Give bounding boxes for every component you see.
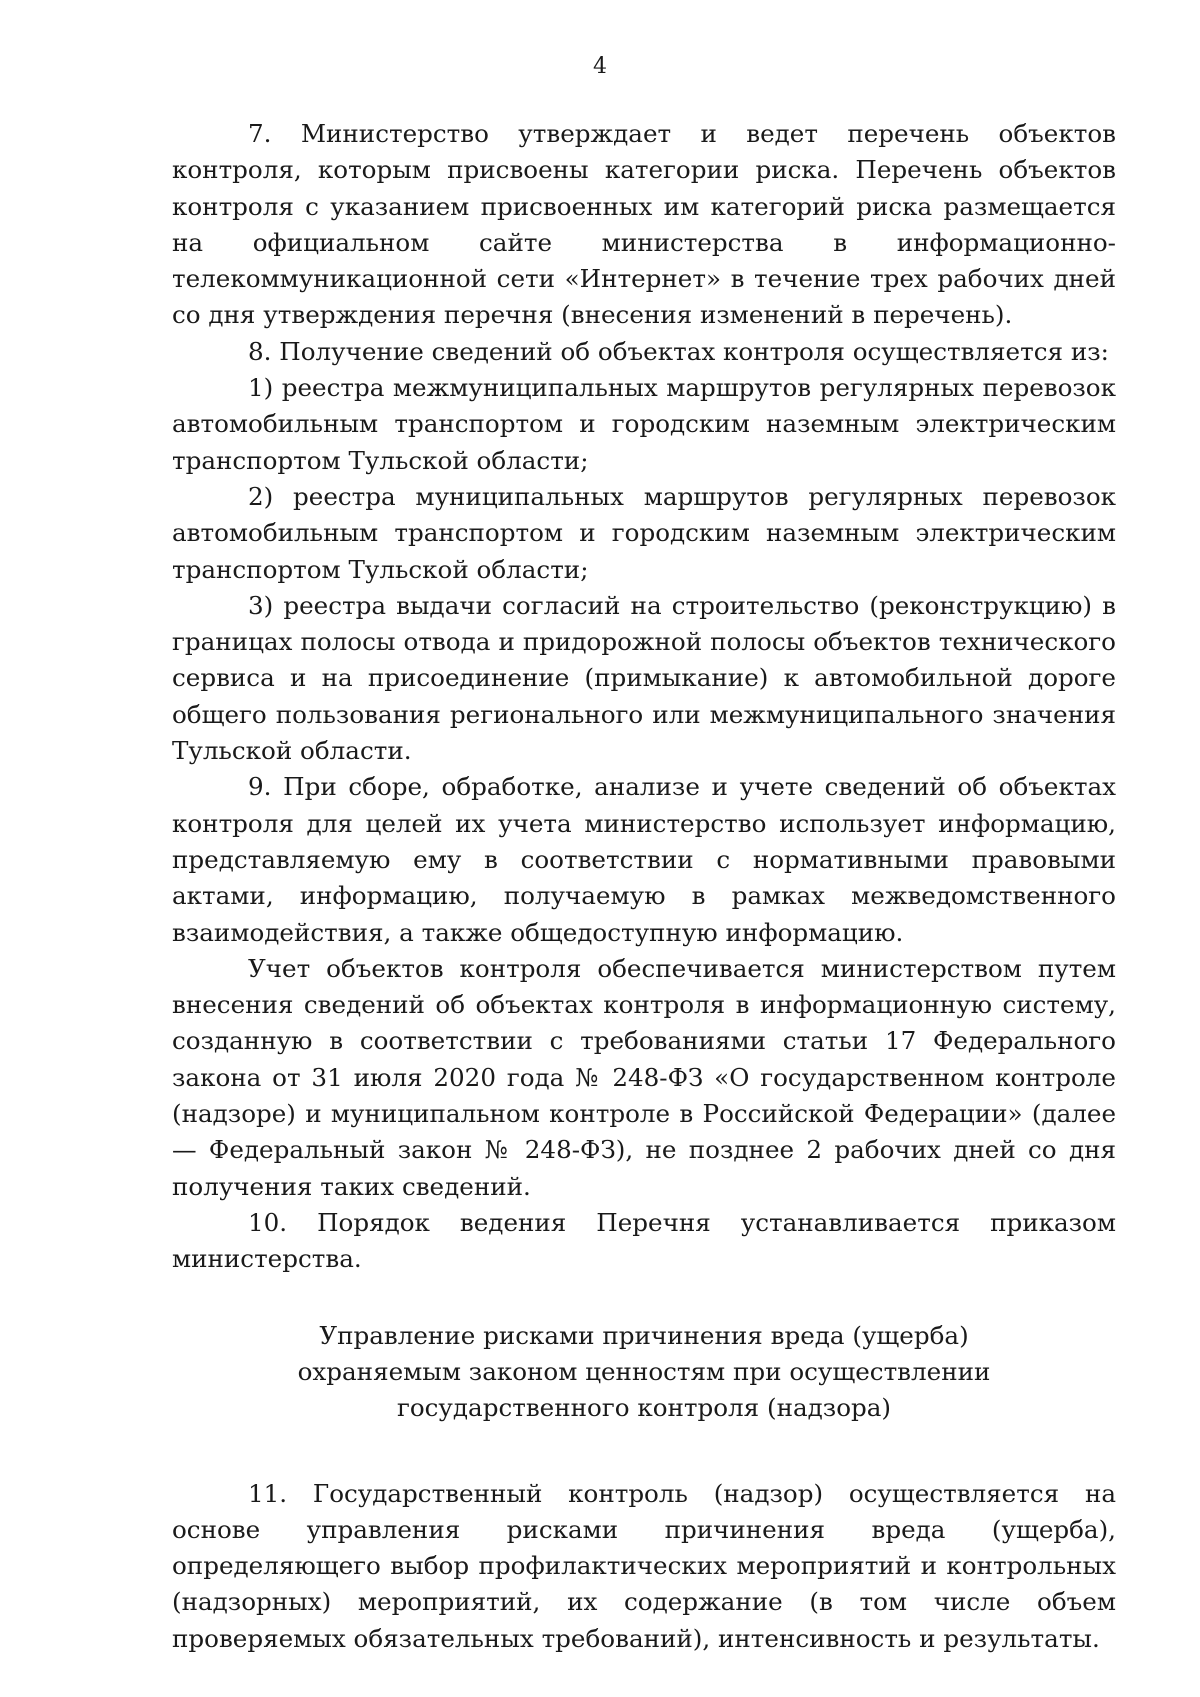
section-heading-line: государственного контроля (надзора) (396, 1392, 892, 1422)
section-heading-line: Управление рисками причинения вреда (ущерба) (319, 1320, 969, 1350)
list-item-3: 3) реестра выдачи согласий на строительство (реконструкцию) в границах полосы отвода и придорожной полосы объектов технического сервиса и на присоединение (примыкание) к автомобильной дороге общего пользования регионального или межмуниципального значения Тульской области. (172, 590, 1116, 766)
paragraph-accounting: Учет объектов контроля обеспечивается министерством путем внесения сведений об объектах контроля в информационную систему, созданную в соответствии с требованиями статьи 17 Федерального закона от 31 июля 2020 года № 248-ФЗ «О государственном контроле (надзоре) и муниципальном контроле в Российской Федерации» (далее — Федеральный закон № 248-ФЗ), не позднее 2 рабочих дней со дня получения таких сведений. (172, 953, 1116, 1201)
section-heading-line: охраняемым законом ценностям при осуществлении (297, 1356, 991, 1386)
paragraph-8: 8. Получение сведений об объектах контроля осуществляется из: (248, 336, 1109, 366)
paragraph-9: 9. При сборе, обработке, анализе и учете сведений об объектах контроля для целей их учета министерство использует информацию, представляемую ему в соответствии с нормативными правовыми актами, информацию, получаемую в рамках межведомственного взаимодействия, а также общедоступную информацию. (172, 772, 1116, 947)
paragraph-10: 10. Порядок ведения Перечня устанавливается приказом министерства. (172, 1207, 1116, 1274)
document-body (172, 116, 1116, 1657)
list-item-2: 2) реестра муниципальных маршрутов регулярных перевозок автомобильным транспортом и городским наземным электрическим транспортом Тульской области; (172, 481, 1116, 584)
list-item-1: 1) реестра межмуниципальных маршрутов регулярных перевозок автомобильным транспортом и городским наземным электрическим транспортом Тульской области; (172, 373, 1116, 475)
paragraph-7: 7. Министерство утверждает и ведет перечень объектов контроля, которым присвоены категории риска. Перечень объектов контроля с указанием присвоенных им категорий риска размещается на официальном сайте министерства в информационно-телекоммуникационной сети «Интернет» в течение трех рабочих дней со дня утверждения перечня (внесения изменений в перечень). (172, 119, 1116, 330)
section-heading (172, 1318, 1116, 1426)
paragraph-11: 11. Государственный контроль (надзор) осуществляется на основе управления рисками причинения вреда (ущерба), определяющего выбор профилактических мероприятий и контрольных (надзорных) мероприятий, их содержание (в том числе объем проверяемых обязательных требований), интенсивность и результаты. (172, 1478, 1116, 1653)
page-number: 4 (593, 54, 607, 79)
